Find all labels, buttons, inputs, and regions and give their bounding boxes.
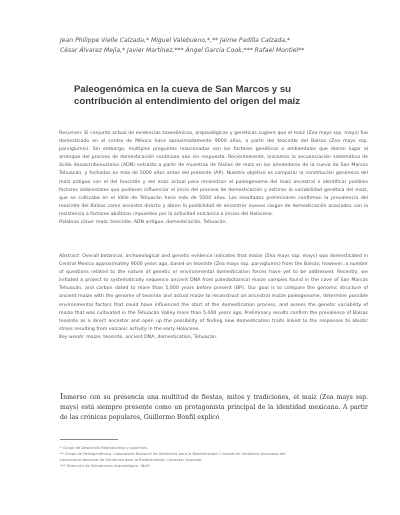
abstract-keywords-label: Key words: [59,334,85,340]
footnote: * Grupo de Desarrollo Reproductivo y Apomixis. [60,446,149,450]
abstract-keywords [59,334,368,342]
resumen-keywords [59,219,368,227]
body-paragraph [60,392,368,424]
drop-cap: I [60,392,64,401]
abstract-block [59,253,368,342]
resumen-text: El conjunto actual de evidencias taxonómicas, arqueológicas y genéticas sugiere que el maíz (Zea mays ssp. mays) fue domesticado en el centro de México hace aproximadamente 9000 años, a partir del teocintle del Balsas (Zea mays ssp. parviglumis). Sin embargo, múltiples preguntas relacionadas con los factores genéticos o ambientales que dieron lugar al arranque del proceso de domesticación continúan aún sin respuesta. Recientemente, iniciamos la secuenciación sistemática de ácido desoxirribonucleico (ADN) extraído a partir de muestras de fósiles de maíz en los alrededores de la cueva de San Marcos Tehuacán, y fechadas en más de 5000 años antes del presente (AP). Nuestro objetivo es comparar la constitución genómica del maíz antiguo con el del teocintle y del maíz actual para reconstruir el paleogenoma del maíz ancestral e identificar posibles factores ambientales que pudieron influenciar el inicio del proceso de domesticación y estimar la variabilidad genética del maíz, que se cultivaba en el Valle de Tehuacán hace más de 5000 años. Los resultados preliminares confirman la prevalencia del teocintle del Balsas como ancestro directo y abren la posibilidad de encontrar nuevos rasgos de domesticación asociados con la resistencia a factores abióticos impuestos por la actividad volcánica a inicios del Holoceno. [59,131,368,217]
author-list [60,36,360,56]
author-line: Jean Philippe Vielle Calzada,* Miguel Valebueno,*,** Jaime Padilla Calzada,* [60,37,291,44]
footnote: Laboratorio Nacional de Genómica para la Biodiversidad, Cinvestav Irapuato. [60,458,203,463]
body-paragraph-text: nmerso con su presencia una multitud de fiestas, mitos y tradiciones, el maíz (Zea mays ssp. mays) está siempre presente como un protagonista principal de la identidad mexicana. A partir de las crónicas populares, Guillermo Bonfil explicó [60,394,368,422]
title-line: Paleogenómica en la cueva de San Marcos y su [74,84,292,95]
article-title [74,84,364,108]
footnotes [60,445,365,469]
resumen-label: Resumen: [59,131,83,136]
footnote: *** Dirección de Salvamento Arqueológico, INAH. [60,464,151,469]
resumen-block [59,130,368,227]
author-line: César Álvarez Mejía,* Javier Martínez,*** Ángel García Cook,*** Rafael Montiel** [60,47,305,54]
resumen-keywords-label: Palabras clave: [59,220,95,226]
footnote-divider [60,439,118,440]
abstract-text: Overall botanical, archaeological and genetic evidence indicates that maize (Zea mays ssp. mays) was domesticated in Central Mexico approximately 9000 years ago, based on teosinte (Zea mays ssp. parviglumis) from the Balsas; however, a number of questions related to the nature of genetic or environmental domestication forces have yet to be addressed. Recently, we initiated a project to systematically sequence ancient DNA from paleobotanical maize samples found in the cave of San Marcos Tehuacán, and carbon dated to more than 5,000 years before present (BP). Our goal is to compare the genomic structure of ancient maize with the genome of teosinte and actual maize to reconstruct an ancestral maize paleogenome, determine possible environmental factors that could have influenced the start of the domestication process, and assess the genetic variability of maize that was cultivated in the Tehuacán Valley more than 5,000 years ago. Preliminary results confirm the prevalence of Balsas teosinte as a direct ancestor and open up the possibility of finding new domestication traits linked to the responses to abiotic stress resulting from volcanic activity in the early Holocene. [59,254,368,332]
abstract-label: Abstract: [59,254,81,259]
abstract-keywords-text: maize, teosinte, ancient DNA, domestication, Tehuacán. [86,334,218,340]
abstract-paragraph [59,253,368,334]
resumen-paragraph [59,130,368,219]
body-text [60,392,368,424]
footnote: ** Grupo de Paleogenómica. Laboratorio Nacional de Genómica para la Biodiversidad / Unidad de Genómica Avanzada del [60,452,286,457]
resumen-keywords-text: maíz, teocintle, ADN antiguo, domesticación, Tehuacán. [96,220,227,226]
title-line: contribución al entendimiento del origen del maíz [74,96,301,107]
